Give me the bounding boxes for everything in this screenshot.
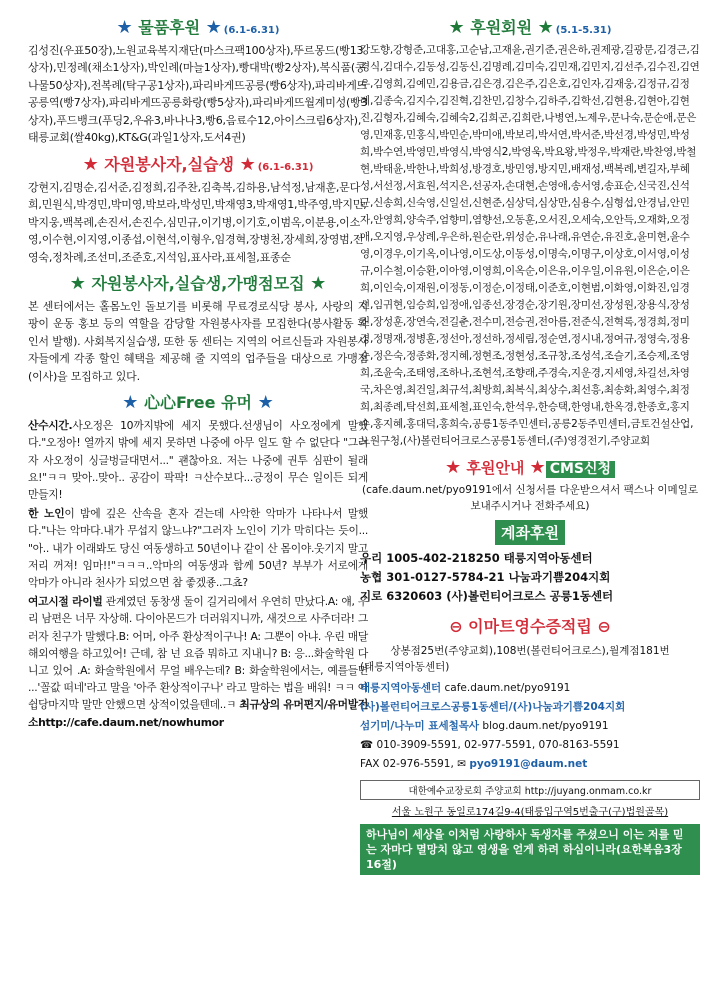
volunteers-date: (6.1-6.31) (257, 161, 314, 173)
star-icon: ★ (82, 153, 99, 175)
guide-title-text: 후원안내 (466, 458, 525, 477)
account-line: 우리 1005-402-218250 태릉지역아동센터 (360, 551, 593, 566)
guide-title (360, 458, 700, 478)
recruit-body: 본 센터에서는 홀몸노인 돌보기를 비롯해 무료경로식당 봉사, 사랑의 지팡이 운동 홍보 등의 역할을 감당할 자원봉사자를 모집한다(봉사활동 확인서 발행). 사회복지실습생, 또한 동 센터는 지역의 어르신들과 자원봉사자들에게 각종 할인 혜택을 제공해 줄 지역의 업주들을 대상으로 가맹점(이사)을 모집하고 있다. (28, 299, 368, 383)
volunteers-title (28, 155, 368, 175)
phone-numbers: 010-3909-5591, 02-977-5591, 070-8163-5591 (376, 739, 620, 752)
volunteers-list: 강현지,김명순,김서준,김정희,김주찬,김축복,김하용,남석정,남재훈,문다희,민원식,박경민,박미영,박보라,박성민,박재영3,박재영1,박주영,박지민,박지웅,백복례,손진서,손진수,심민규,이기병,이기호,이범옥,이분용,이소영,이수현,이지영,이종섭,이현석,이형우,임경혁,장병천,장세희,장영범,전영숙,정차례,조선미,조준호,지석임,표사라,표세철,표종순 (28, 180, 367, 264)
left-column (28, 10, 368, 733)
recruit-title (28, 274, 368, 294)
members-date: (5.1-5.31) (555, 25, 612, 36)
contact-url[interactable]: cafe.daum.net/pyo9191 (444, 682, 571, 695)
star-icon: ★ (116, 17, 133, 38)
account-line: 지로 6320603 (사)볼런티어크로스 공릉1동센터 (360, 589, 614, 604)
humor-source[interactable]: 최규상의 유머편지/유머발전소http://cafe.daum.net/nowhumor (28, 698, 368, 729)
humor-body (28, 417, 368, 731)
goods-title-text: 물품후원 (138, 18, 201, 37)
contact-name: 섬기미/나누미 표세철목사 (360, 720, 480, 733)
star-icon: ★ (122, 392, 139, 414)
star-icon: ★ (205, 17, 222, 38)
volunteers-title-text: 자원봉사자,실습생 (104, 154, 235, 174)
goods-title (28, 18, 368, 38)
cms-apply-button[interactable]: CMS신청 (546, 461, 615, 478)
account-line: 농협 301-0127-5784-21 나눔과기쁨204지회 (360, 570, 611, 585)
members-title-text: 후원회원 (470, 18, 533, 37)
star-icon: ★ (537, 17, 554, 38)
contacts (360, 679, 700, 774)
circle-icon: ⊖ (597, 617, 611, 637)
star-icon: ★ (529, 456, 546, 478)
star-icon: ★ (310, 273, 327, 295)
receipt-line2: (태릉지역아동센터) (360, 661, 450, 674)
guide-body: (cafe.daum.net/pyo9191에서 신청서를 다운받으셔서 팩스나 이메일로 보내주시거나 전화주세요) (362, 484, 698, 513)
fax-number: FAX 02-976-5591, (360, 758, 454, 771)
receipt-title (360, 614, 700, 637)
star-icon: ★ (448, 17, 465, 38)
right-column (360, 10, 700, 875)
account-title-text: 계좌후원 (495, 520, 565, 545)
church-info: 대한예수교장로회 주양교회 http://juyang.onmam.co.kr (360, 780, 700, 800)
star-icon: ★ (69, 273, 86, 295)
receipt-line: 상봉점25번(주양교회),108번(볼런티어크로스),월계점181번 (390, 645, 670, 658)
bible-verse: 하나님이 세상을 이처럼 사랑하사 독생자를 주셨으니 이는 저를 믿는 자마다 멸망치 않고 영생을 얻게 하려 하심이니라(요한복음3장16절) (360, 824, 700, 875)
recruit-title-text: 자원봉사자,실습생,가맹점모집 (91, 274, 305, 294)
star-icon: ★ (444, 456, 462, 478)
receipt-title-text: 이마트영수증적립 (468, 617, 592, 637)
members-title (360, 18, 700, 38)
contact-name: 태릉지역아동센터 (360, 682, 442, 695)
humor-p3-head: 여고시절 라이벌 (28, 595, 103, 609)
star-icon: ★ (257, 392, 274, 414)
church-address: 서울 노원구 동일로174길9-4(태릉입구역5번출구(구)법원골목) (391, 807, 669, 819)
contact-url[interactable]: blog.daum.net/pyo9191 (482, 720, 609, 733)
goods-list: 김성진(우표50장),노원교육복지재단(마스크팩100상자),뚜르몽드(빵13상자),민정례(채소1상자),박인례(마늘1상자),빵대박(빵2상자),복식품(콩나물50상자),전복례(탁구공1상자),파리바게뜨공릉(빵6상자),파리바게뜨공릉역(빵7상자),파리바게뜨공릉화랑(빵5상자),파리바게뜨월계미성(빵3상자),푸드뱅크(푸딩2,우유3,바나나3,빵6,음료수12,아이스크림6상자),태릉교회(쌀40kg),KT&G(과일1상자,도서4권) (28, 43, 368, 145)
humor-title (28, 393, 368, 413)
email-icon: ✉ (457, 758, 466, 771)
account-title (360, 520, 700, 545)
account-list (360, 549, 700, 606)
humor-p3: 관계였던 동창생 둘이 길거리에서 우연히 만났다.A: 얘, 우리 남편은 너무 자상해. 다이아몬드가 더러워지니까, 새것으로 사주더라! 그러자 친구가 말했다.B: 어머, 아주 환상적이구나! A: 그뿐이 아냐. 우린 매달 해외여행을 하고있어! 근데, 참 넌 요즘 뭐하고 지내니? B: 응...화술학원 다니고 있어 .A: 화술학원에서 무얼 배우는데? B: 화술학원에서는, 예를들면 ...'꼴값 떠네'라고 말을 '아주 환상적이구나' 라고 말하는 법을 배워! ㅋㅋ 아쉽당마지막 말만 안했으면 상적이었을텐데..ㅋ (28, 595, 368, 712)
circle-icon: ⊖ (449, 617, 463, 637)
humor-p2: 이 밤에 깊은 산속을 혼자 걷는데 사악한 악마가 나타나서 말했다."나는 악마다.내가 무섭지 않느냐?"그러자 노인이 기가 막히다는 듯이... "아.. 내가 이래봐도 당신 여동생하고 50년이나 같이 산 몸이야.웃기지 말고 저리 꺼져! 임마!!"ㅋㅋㅋ..악마의 여동생과 함께 50년? 부부가 서로에게 악마가 아니라 천사가 되었으면 참 좋겠죵..그쵸? (28, 507, 368, 590)
goods-date: (6.1-6.31) (223, 25, 280, 36)
contact-name: (사)볼런티어크로스공릉1동센터/(사)나눔과기쁨204지회 (360, 701, 626, 714)
email-address[interactable]: pyo9191@daum.net (469, 758, 588, 771)
humor-p1-head: 산수시간. (28, 419, 73, 433)
phone-icon: ☎ (360, 739, 374, 752)
humor-p1: 사오정은 10까지밖에 세지 못했다.선생님이 사오정에게 말했다."오정아! 열까지 밖에 세지 못하면 나중에 아무 일도 할 수 없단다 "그러자 사오정이 싱글벙글대면서..." 괜찮아요. 저는 나중에 권투 심판이 될래요!"ㅋㅋ 맞아..맞아.. 공감이 팍팍! ㅋ산수보다...긍정이 무슨 일이든 되게 만들지! (28, 419, 368, 501)
humor-p2-head: 한 노인 (28, 507, 65, 521)
members-list: 강도향,강형준,고대홍,고순남,고재윤,권기준,권은하,권제광,길광문,김경근,김경식,김대수,김동성,김동신,김명례,김미숙,김민재,김민지,김선주,김수진,김연우,김영희,김예민,김용금,김은경,김은주,김은호,김인자,김재웅,김정규,김정례,김종숙,김지수,김진혁,김찬민,김창수,김하주,김학선,김현용,김현아,김현진,김형자,김혜숙,김혜숙2,김희곤,김희란,나병연,노제우,문나숙,문순애,문은영,민재홍,민홍식,박민순,박미애,박보리,박서연,박서준,박선경,박성민,박성희,박수연,박영민,박영식,박영식2,박영욱,박요왕,박정우,박재란,박찬영,박철현,박태윤,박한나,박희성,방경호,방민영,방지민,배재성,백복례,변길자,부혜성,서선정,서효원,석지은,선공자,손대현,손영애,송서영,송표순,신국진,신석균,신송희,신숙영,신일선,신현준,심상덕,심상만,심용수,심형섭,안경님,안민자,안영희,양숙주,엄향미,염향선,오동훈,오서진,오세숙,오안득,오재화,오정애,오지영,우상례,우은하,원순란,위성순,유나래,유연순,유진호,윤미현,윤수영,이경우,이기옥,이나영,이도상,이동성,이명숙,이명구,이상호,이서영,이성규,이수철,이승환,이아영,이영희,이옥순,이은유,이우일,이유원,이은순,이은희,이인숙,이재원,이정동,이정순,이정태,이준호,이현범,이화영,이화진,임경선,임귀현,임승희,임정애,임종선,장경순,장기원,장미선,장성원,장용식,장성진,장성훈,장연숙,전길춘,전수미,전승권,전아름,전준식,전혁록,정경희,정미경,정명재,정병훈,정선아,정선하,정세림,정순연,정시내,정여규,정영숙,정용순,정은숙,정종화,정지혜,정현조,정현성,조규창,조성석,조슬기,조승제,조영희,조윤숙,조태영,조하나,조현석,조향래,주경숙,지운경,지세영,차길선,차영국,차은영,최건일,최규석,최방희,최복식,최상수,최선흥,최송화,최영수,최정희,최종례,탁선희,표세철,표인숙,한석우,한승택,한영내,한옥경,한종호,홍지수,홍지혜,홍대덕,홍희숙,공릉1동주민센터,공릉2동주민센터,금토건설산업,노원구청,(사)볼런티어크로스공릉1동센터,(주)영경전기,주양교회 (360, 43, 700, 447)
humor-title-text: 心心Free 유머 (144, 393, 252, 413)
star-icon: ★ (239, 153, 256, 175)
